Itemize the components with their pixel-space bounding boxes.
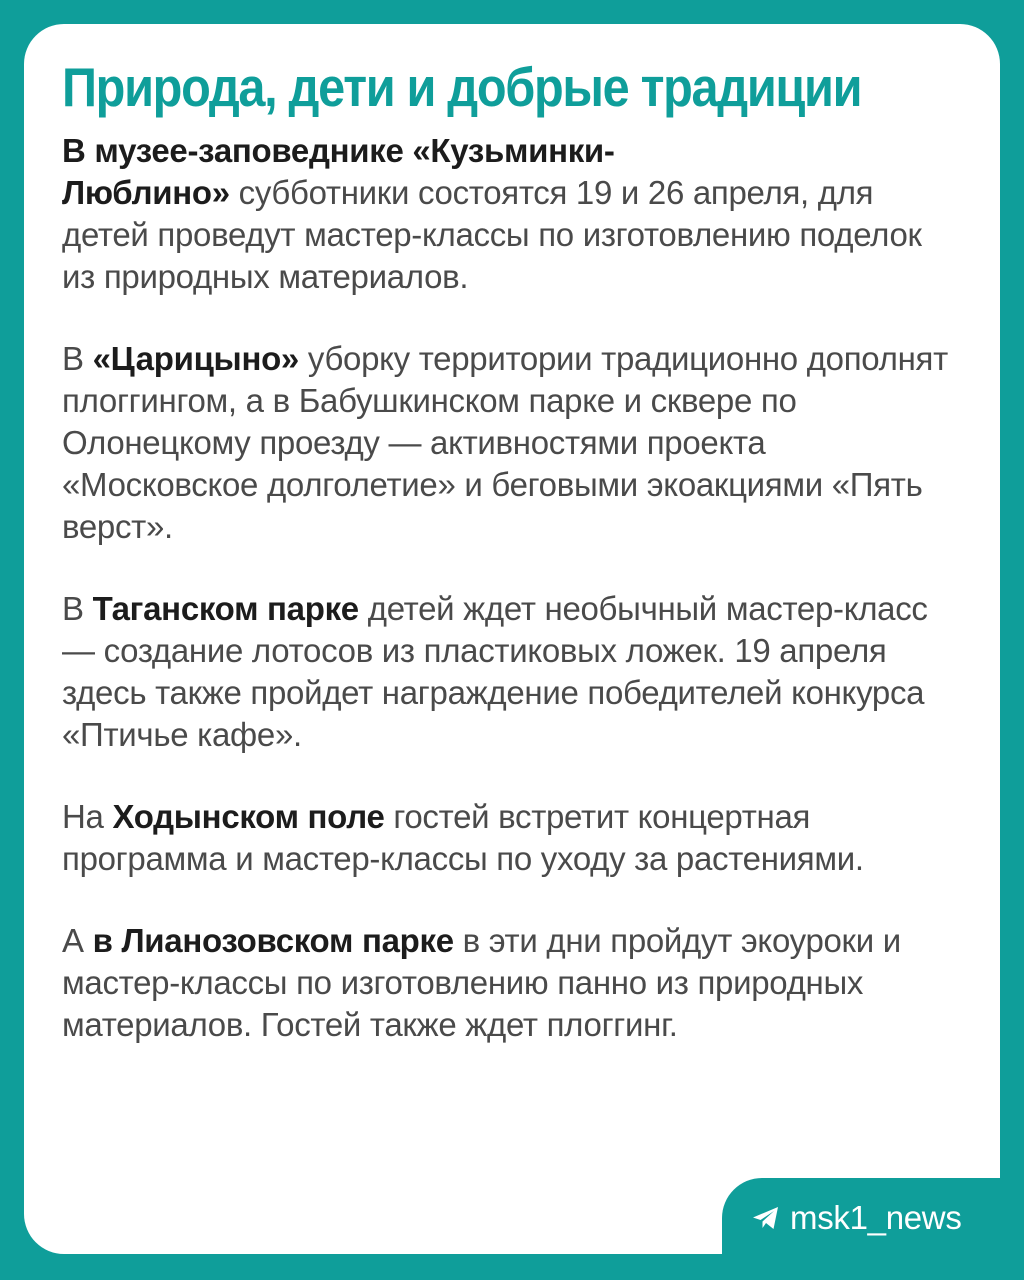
bold-kuzminki-1: В музее-заповеднике «Кузьминки- — [62, 132, 615, 169]
paragraph-lianozovo — [62, 920, 962, 1046]
paragraph-taganskiy — [62, 588, 962, 756]
article-body — [62, 130, 962, 1046]
bold-kuzminki-2: Люблино» — [62, 174, 230, 211]
paragraph-kuzminki — [62, 130, 962, 298]
text-khodynskoe: гостей встретит концертная программа и мастер-классы по уходу за растениями. — [62, 798, 864, 877]
bold-tsaritsyno: «Царицыно» — [92, 340, 299, 377]
text-pre: На — [62, 798, 113, 835]
text-lianozovo: в эти дни пройдут экоуроки и мастер-классы по изготовлению панно из природных материалов. Гостей также ждет плоггинг. — [62, 922, 901, 1043]
channel-handle[interactable] — [752, 1196, 962, 1240]
text-pre: А — [62, 922, 93, 959]
text-pre: В — [62, 340, 93, 377]
bold-lianozovo: в Лианозовском парке — [92, 922, 454, 959]
paragraph-khodynskoe — [62, 796, 962, 880]
text-pre: В — [62, 590, 93, 627]
text-taganskiy: детей ждет необычный мастер-класс — создание лотосов из пластиковых ложек. 19 апреля здесь также пройдет награждение победителей конкурса «Птичье кафе». — [62, 590, 928, 753]
channel-handle-label: msk1_news — [790, 1199, 962, 1236]
bold-taganskiy: Таганском парке — [92, 590, 359, 627]
text-tsaritsyno: уборку территории традиционно дополнят плоггингом, а в Бабушкинском парке и сквере по Олонецкому проезду — активностями проекта «Московское долголетие» и беговыми экоакциями «Пять верст». — [62, 340, 948, 545]
content-card — [24, 24, 1000, 1254]
paragraph-tsaritsyno — [62, 338, 962, 548]
text-kuzminki: субботники состоятся 19 и 26 апреля, для детей проведут мастер-классы по изготовлению поделок из природных материалов. — [62, 174, 922, 295]
bold-khodynskoe: Ходынском поле — [112, 798, 385, 835]
page-title: Природа, дети и добрые традиции — [62, 56, 862, 118]
telegram-icon — [752, 1205, 780, 1231]
